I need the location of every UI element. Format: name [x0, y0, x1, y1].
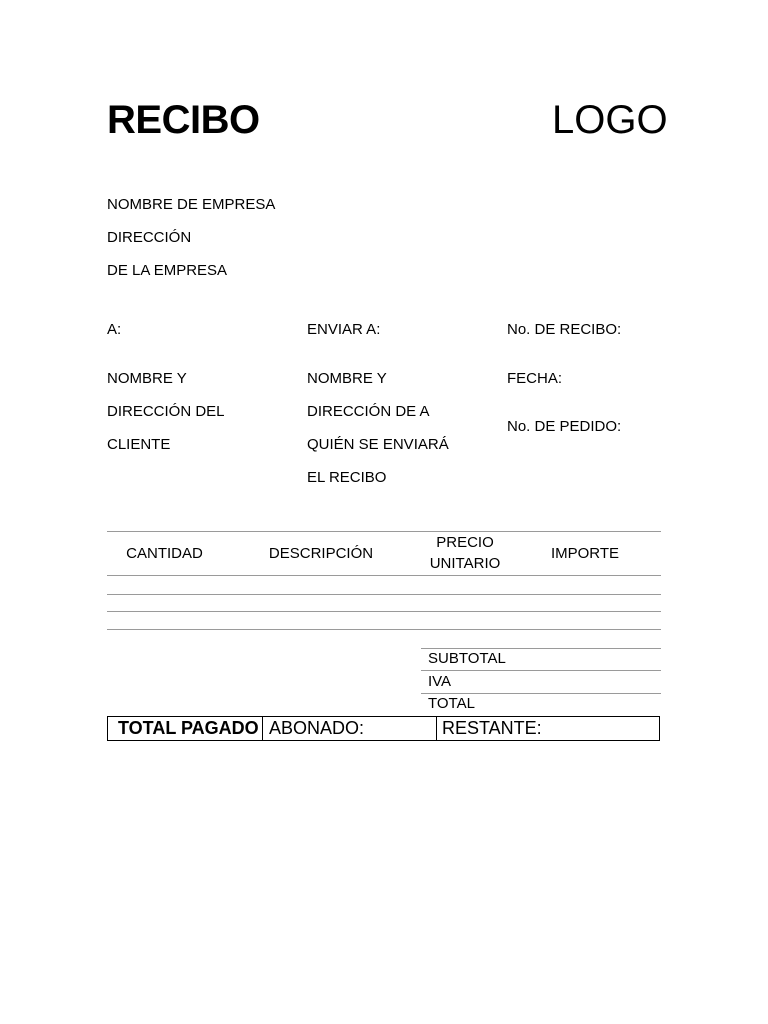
client-line: CLIENTE: [107, 436, 171, 453]
company-name: NOMBRE DE EMPRESA: [107, 196, 276, 213]
paid-on-account-label: ABONADO:: [269, 718, 365, 738]
col-header-unit-price: [405, 532, 525, 574]
cell-divider: [436, 717, 437, 740]
tax-label: IVA: [428, 673, 452, 690]
date-label: FECHA:: [507, 370, 563, 387]
order-number-label: No. DE PEDIDO:: [507, 418, 622, 435]
client-line: DIRECCIÓN DEL: [107, 403, 225, 420]
receipt-title: RECIBO: [107, 98, 260, 142]
bill-to-label: A:: [107, 321, 122, 338]
table-row: [107, 629, 661, 630]
table-top-rule: [107, 531, 661, 532]
company-address-line2: DE LA EMPRESA: [107, 262, 228, 279]
ship-line: QUIÉN SE ENVIARÁ: [307, 436, 449, 453]
table-row: [107, 611, 661, 612]
ship-line: EL RECIBO: [307, 469, 387, 486]
summary-rule: [421, 648, 661, 649]
col-header-amount: IMPORTE: [550, 545, 620, 562]
col-header-description: DESCRIPCIÓN: [268, 545, 374, 562]
table-row: [107, 594, 661, 595]
summary-rule: [421, 693, 661, 694]
table-header-rule: [107, 575, 661, 576]
client-address-block: [107, 362, 225, 461]
ship-line: NOMBRE Y: [307, 370, 387, 387]
total-label: TOTAL: [428, 695, 475, 712]
ship-line: DIRECCIÓN DE A: [307, 403, 430, 420]
company-address-line1: DIRECCIÓN: [107, 229, 192, 246]
summary-rule: [421, 670, 661, 671]
unit-price-line2: UNITARIO: [429, 555, 501, 572]
company-block: [107, 188, 275, 287]
logo-placeholder: LOGO: [552, 98, 668, 142]
receipt-number-label: No. DE RECIBO:: [507, 321, 622, 338]
cell-divider: [262, 717, 263, 740]
client-line: NOMBRE Y: [107, 370, 187, 387]
col-header-quantity: CANTIDAD: [126, 545, 203, 562]
payment-row: [107, 716, 660, 741]
ship-to-label: ENVIAR A:: [307, 321, 381, 338]
subtotal-label: SUBTOTAL: [428, 650, 506, 667]
unit-price-line1: PRECIO: [436, 534, 494, 551]
ship-address-block: [307, 362, 449, 494]
total-paid-label: TOTAL PAGADO: [118, 718, 259, 738]
remaining-label: RESTANTE:: [442, 718, 542, 738]
